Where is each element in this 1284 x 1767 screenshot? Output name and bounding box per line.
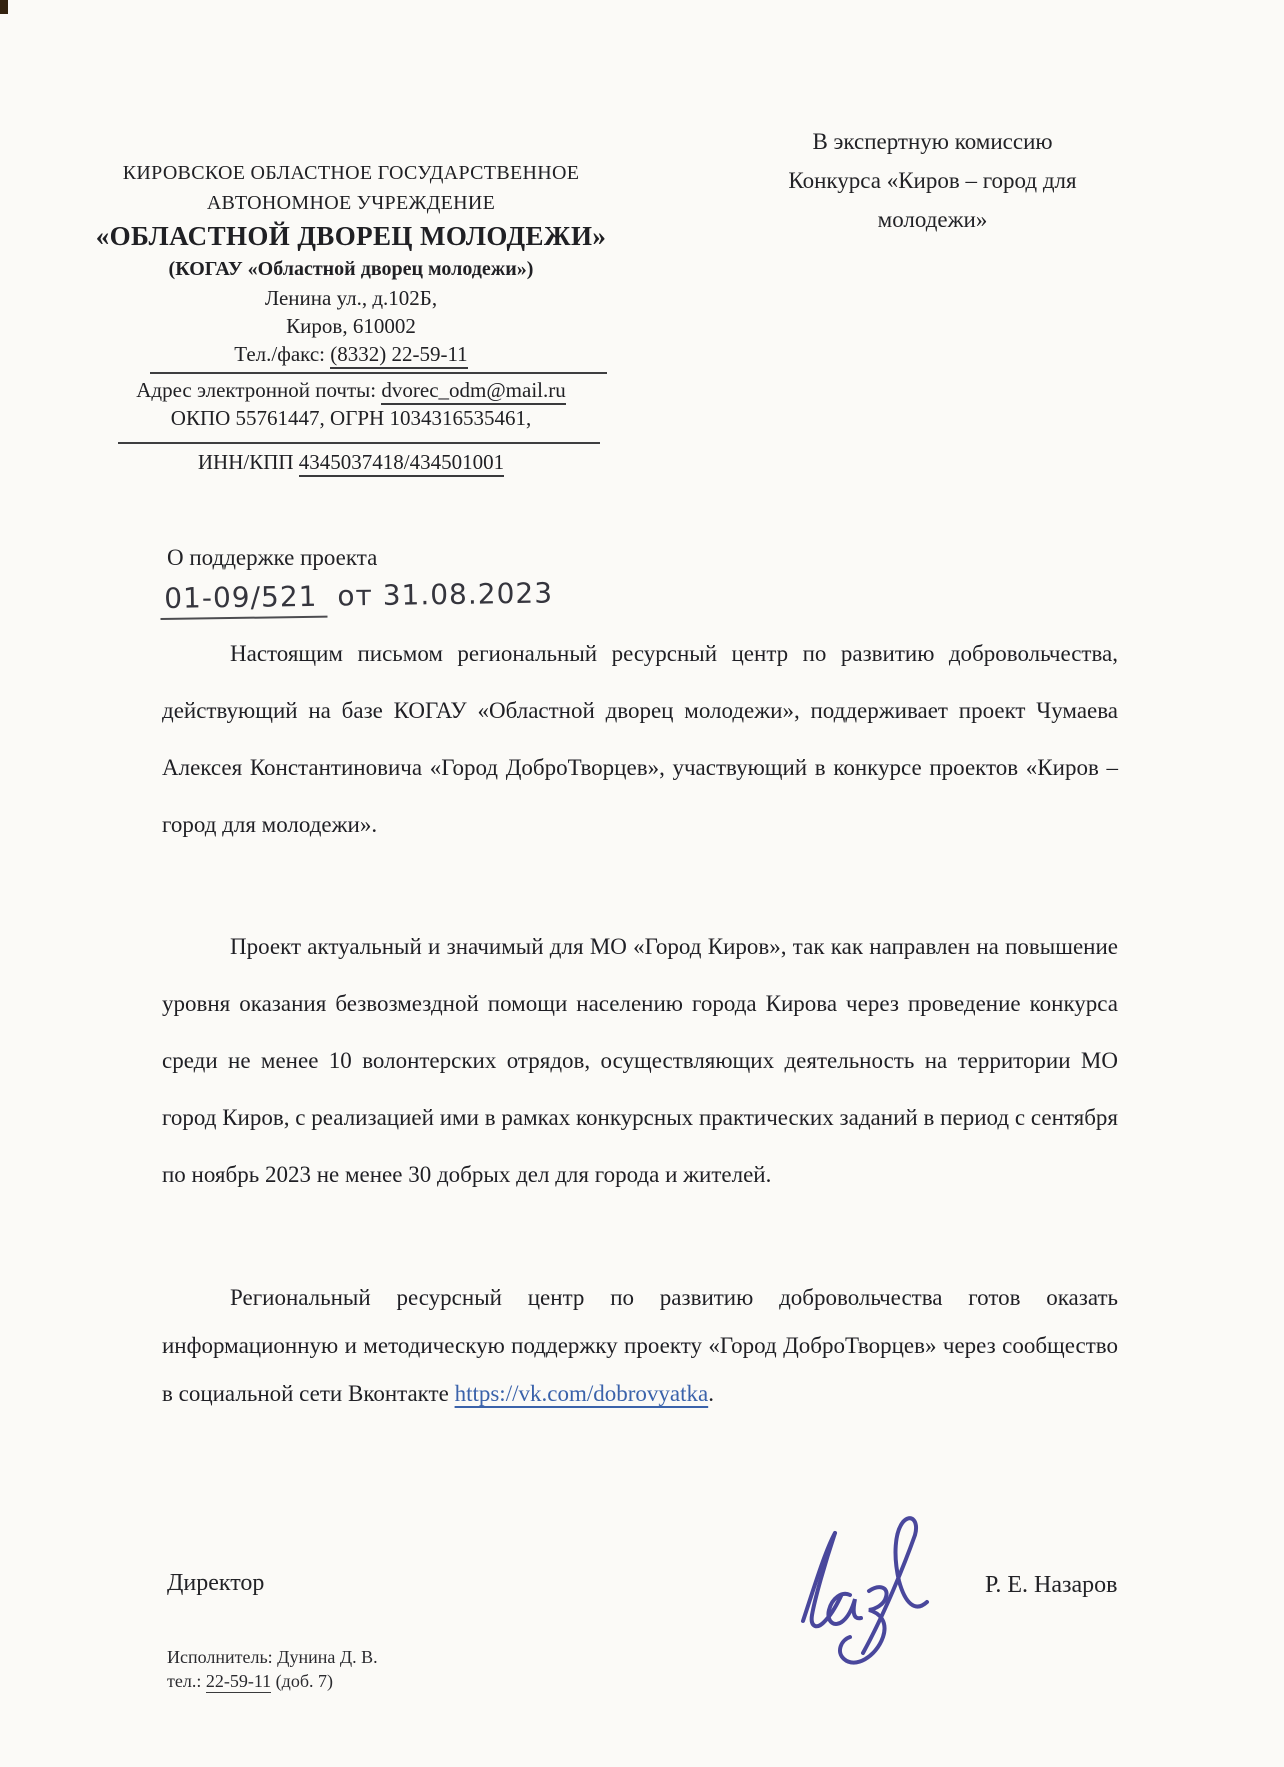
org-name-main: «ОБЛАСТНОЙ ДВОРЕЦ МОЛОДЕЖИ» <box>95 221 607 251</box>
org-phone-line <box>95 340 607 368</box>
body-paragraph-3 <box>162 1274 1118 1418</box>
scan-corner-mark <box>0 0 8 14</box>
handwritten-ref-line <box>160 577 553 615</box>
executor-phone-line <box>167 1669 378 1693</box>
subject-line: О поддержке проекта <box>167 545 378 570</box>
addressee-block <box>740 122 1125 239</box>
signer-name: Р. Е. Назаров <box>985 1572 1118 1598</box>
email-label: Адрес электронной почты: <box>136 378 382 402</box>
body-paragraph-2: Проект актуальный и значимый для МО «Город Киров», так как направлен на повышение уровня оказания безвозмездной помощи населению города Кирова через проведение конкурса среди не менее 10 волонтерских отрядов, осуществляющих деятельность на территории МО город Киров, с реализацией ими в рамках конкурсных практических заданий в период с сентября по ноябрь 2023 не менее 30 добрых дел для города и жителей. <box>162 934 1118 1187</box>
org-name-line2: АВТОНОМНОЕ УЧРЕЖДЕНИЕ <box>206 192 496 214</box>
email-value: dvorec_odm@mail.ru <box>381 378 565 405</box>
inn-value: 4345037418/434501001 <box>299 450 504 477</box>
org-name-short: (КОГАУ «Областной дворец молодежи») <box>168 258 534 280</box>
phone-label: Тел./факс: <box>234 342 331 366</box>
executor-phone-label: тел.: <box>167 1671 206 1691</box>
vk-community-link[interactable]: https://vk.com/dobrovyatka <box>454 1381 709 1406</box>
executor-name-line: Исполнитель: Дунина Д. В. <box>167 1647 378 1667</box>
org-okpo-ogrn: ОКПО 55761447, ОГРН 1034316535461, <box>170 406 532 430</box>
scan-edge-strip <box>0 0 6 1767</box>
org-address-city: Киров, 610002 <box>286 314 416 338</box>
letterhead <box>95 158 607 476</box>
addressee-line3: молодежи» <box>877 207 988 232</box>
org-email-line <box>95 376 607 404</box>
handwritten-ref-date: от 31.08.2023 <box>327 576 554 613</box>
signature-autograph <box>745 1503 995 1673</box>
letterhead-divider-bottom <box>118 442 600 444</box>
org-address-street: Ленина ул., д.102Б, <box>264 286 438 310</box>
executor-phone-value: 22-59-11 <box>205 1671 272 1691</box>
addressee-line2: Конкурса «Киров – город для <box>788 168 1077 193</box>
executor-phone-suffix: (доб. 7) <box>271 1671 333 1691</box>
body-paragraph-3-period: . <box>708 1381 714 1406</box>
letterhead-divider-top <box>150 372 607 374</box>
org-inn-kpp-line <box>95 448 607 476</box>
addressee-line1: В экспертную комиссию <box>812 129 1053 154</box>
inn-label: ИНН/КПП <box>197 450 299 474</box>
executor-block <box>167 1645 378 1693</box>
body-paragraph-3-text: Региональный ресурсный центр по развитию добровольчества готов оказать информационную и методическую поддержку проекту «Город ДоброТворцев» через сообщество в социальной сети Вконтакте <box>162 1285 1118 1406</box>
body-paragraph-1: Настоящим письмом региональный ресурсный центр по развитию добровольчества, действующий на базе КОГАУ «Областной дворец молодежи», поддерживает проект Чумаева Алексея Константиновича «Город ДоброТворцев», участвующий в конкурсе проектов «Киров – город для молодежи». <box>162 641 1118 837</box>
handwritten-ref-number: 01-09/521 <box>160 580 328 620</box>
phone-value: (8332) 22-59-11 <box>330 342 467 369</box>
signer-position-title: Директор <box>167 1570 265 1596</box>
org-name-line1: КИРОВСКОЕ ОБЛАСТНОЕ ГОСУДАРСТВЕННОЕ <box>122 162 580 184</box>
